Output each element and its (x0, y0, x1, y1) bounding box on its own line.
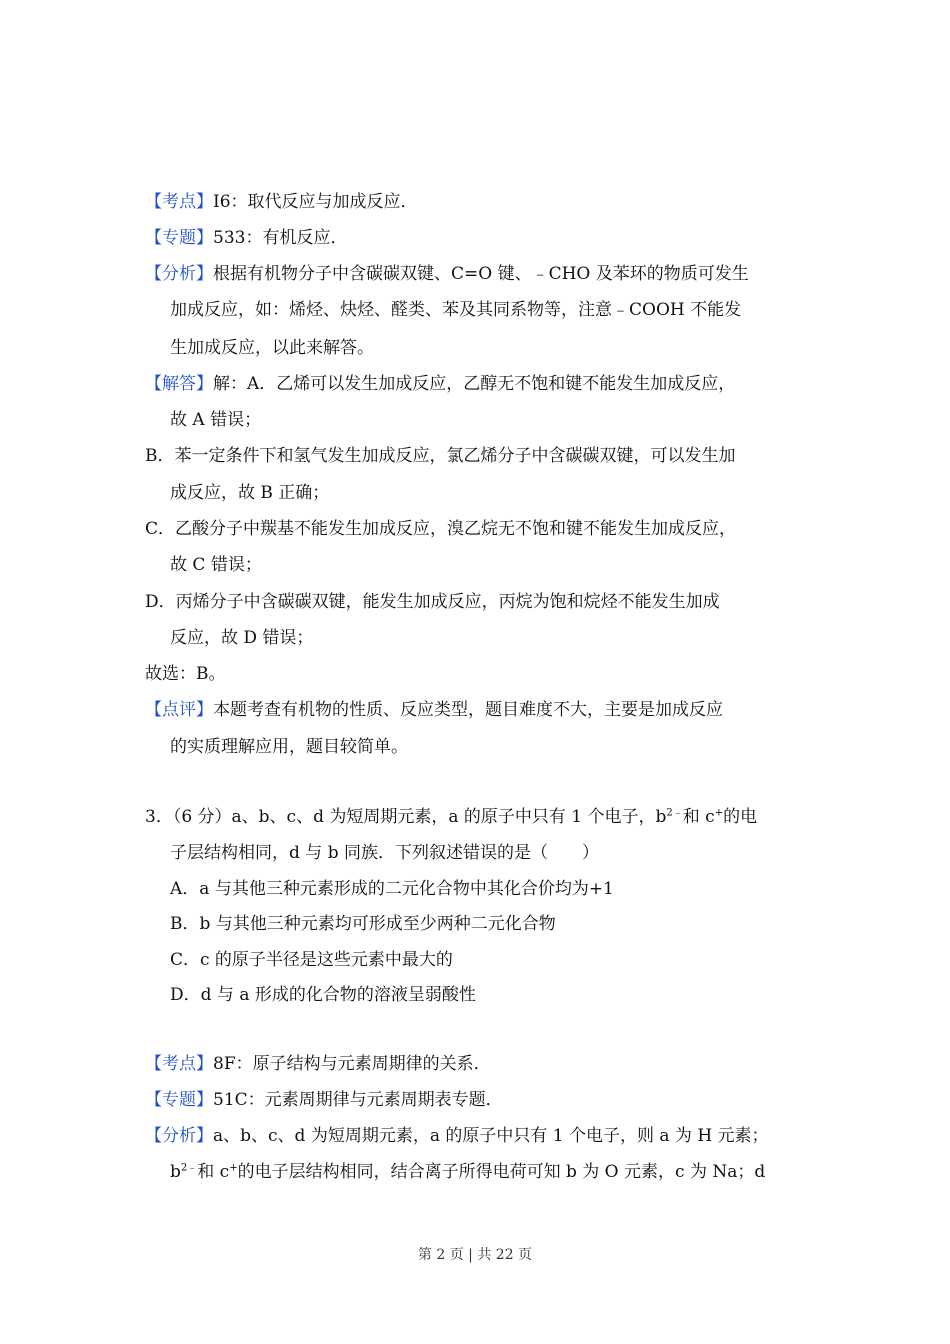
final-answer: 故选：B。 (145, 664, 226, 684)
b-superscript: 2﹣ (180, 1162, 198, 1174)
answer-d-line-1: D．丙烯分子中含碳碳双键，能发生加成反应，丙烷为饱和烷烃不能发生加成 (145, 592, 720, 612)
kaodian-text: 8F：原子结构与元素周期律的关系． (213, 1054, 491, 1074)
q3-text-b: 和 c (682, 807, 715, 827)
answer-b-line-2: 成反应，故 B 正确； (170, 483, 330, 503)
answer-d-line-2: 反应，故 D 错误； (170, 628, 314, 648)
q3-text-c: 的电 (723, 807, 758, 827)
zhuanti-line-1 (145, 226, 347, 250)
fenxi-line-4 (145, 1124, 769, 1148)
question-3-line-2: 子层结构相同，d 与 b 同族．下列叙述错误的是（ ） (170, 843, 599, 863)
kaodian-text: I6：取代反应与加成反应． (213, 192, 418, 212)
kaodian-tag: 【考点】 (145, 1054, 213, 1074)
option-b: B．b 与其他三种元素均可形成至少两种二元化合物 (170, 914, 556, 934)
fenxi-text-a: b (170, 1162, 181, 1182)
fenxi-line-2: 加成反应，如：烯烃、炔烃、醛类、苯及其同系物等，注意﹣COOH 不能发 (170, 300, 742, 320)
fenxi-text-b: 和 c (197, 1162, 230, 1182)
fenxi-text: a、b、c、d 为短周期元素，a 的原子中只有 1 个电子，则 a 为 H 元素； (213, 1126, 769, 1146)
q3-b-superscript: 2﹣ (666, 807, 683, 819)
answer-c-line-1: C．乙酸分子中羰基不能发生加成反应，溴乙烷无不饱和键不能发生加成反应， (145, 519, 737, 539)
page-footer: 第 2 页 | 共 22 页 (417, 1247, 533, 1263)
answer-b-line-1: B．苯一定条件下和氢气发生加成反应，氯乙烯分子中含碳碳双键，可以发生加 (145, 446, 736, 466)
answer-c-line-2: 故 C 错误； (170, 555, 262, 575)
option-c: C．c 的原子半径是这些元素中最大的 (170, 950, 453, 970)
dianping-line-1 (145, 698, 723, 722)
dianping-text: 本题考查有机物的性质、反应类型，题目难度不大，主要是加成反应 (213, 700, 723, 720)
zhuanti-text: 51C：元素周期律与元素周期表专题． (213, 1090, 503, 1110)
fenxi-line-3: 生加成反应，以此来解答。 (170, 338, 374, 358)
option-d: D．d 与 a 形成的化合物的溶液呈弱酸性 (170, 985, 476, 1005)
fenxi-line-1 (145, 262, 749, 286)
fenxi-tag: 【分析】 (145, 1126, 213, 1146)
jieda-tag: 【解答】 (145, 374, 213, 394)
jieda-text: 解：A．乙烯可以发生加成反应，乙醇无不饱和键不能发生加成反应， (213, 374, 736, 394)
jieda-line-1 (145, 372, 735, 396)
zhuanti-line-2 (145, 1088, 503, 1112)
fenxi-text: 根据有机物分子中含碳碳双键、C=O 键、﹣CHO 及苯环的物质可发生 (213, 264, 749, 284)
dianping-tag: 【点评】 (145, 700, 213, 720)
fenxi-line-5 (170, 1160, 765, 1184)
dianping-line-2: 的实质理解应用，题目较简单。 (170, 737, 408, 757)
c-superscript: + (229, 1162, 238, 1174)
jieda-line-2: 故 A 错误； (170, 410, 262, 430)
kaodian-tag: 【考点】 (145, 192, 213, 212)
option-a: A．a 与其他三种元素形成的二元化合物中其化合价均为+1 (170, 879, 614, 899)
fenxi-tag: 【分析】 (145, 264, 213, 284)
q3-text-a: 3．（6 分）a、b、c、d 为短周期元素，a 的原子中只有 1 个电子，b (145, 807, 667, 827)
zhuanti-text: 533：有机反应． (213, 228, 348, 248)
question-3-line-1 (145, 805, 757, 829)
zhuanti-tag: 【专题】 (145, 228, 213, 248)
fenxi-text-c: 的电子层结构相同，结合离子所得电荷可知 b 为 O 元素，c 为 Na；d (237, 1162, 766, 1182)
kaodian-line-1 (145, 190, 418, 214)
zhuanti-tag: 【专题】 (145, 1090, 213, 1110)
q3-c-superscript: + (714, 807, 724, 819)
kaodian-line-2 (145, 1052, 491, 1076)
